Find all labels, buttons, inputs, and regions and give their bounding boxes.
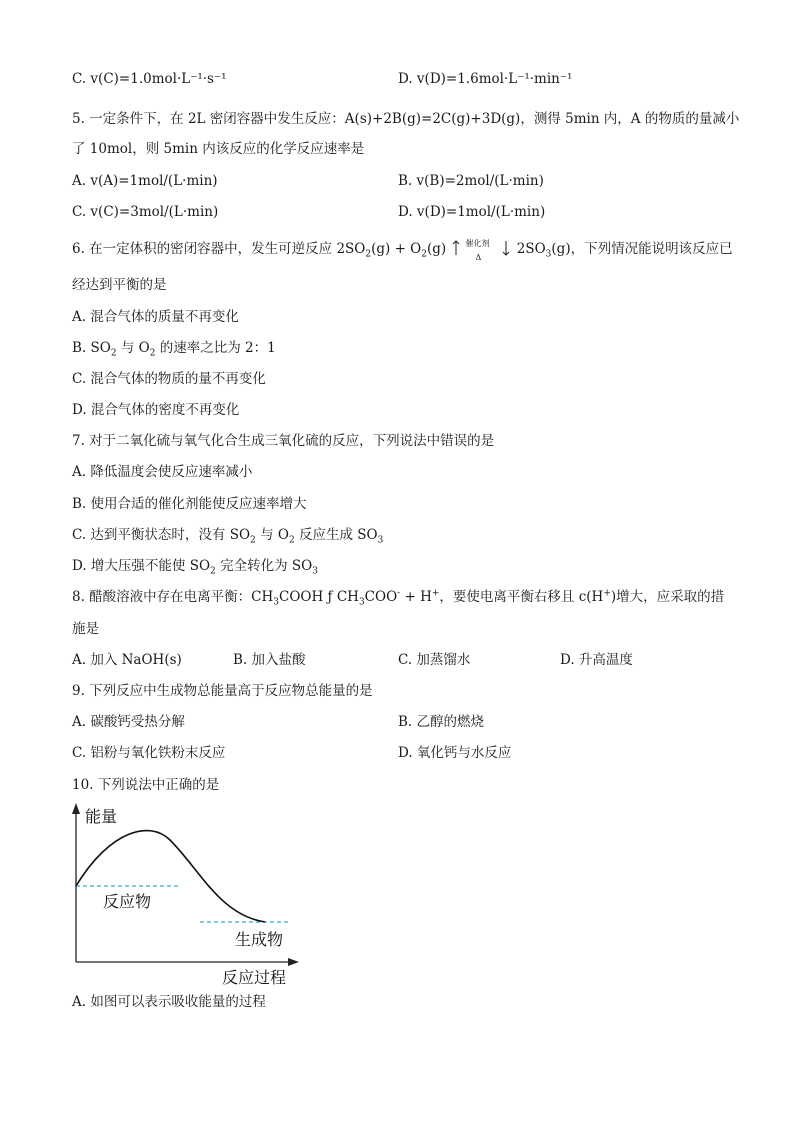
- q6-option-d: D. 混合气体的密度不再变化: [72, 402, 240, 418]
- q10-stem: 10. 下列说法中正确的是: [72, 777, 220, 793]
- q6-stem-part: (g) + O: [371, 241, 422, 257]
- q6-option-a: A. 混合气体的质量不再变化: [72, 309, 239, 325]
- y-axis-arrow-icon: [72, 803, 80, 814]
- q8-stem-part: 8. 醋酸溶液中存在电离平衡：CH: [72, 589, 274, 605]
- superscript: +: [603, 588, 611, 599]
- q5-stem-line1: 5. 一定条件下，在 2L 密闭容器中发生反应：A(s)+2B(g)=2C(g)+3D(g)，测得 5min 内，A 的物质的量减小: [72, 111, 740, 127]
- q7-d-part: 完全转化为 SO: [215, 558, 313, 574]
- q6-option-c: C. 混合气体的物质的量不再变化: [72, 371, 266, 387]
- subscript: 3: [273, 597, 280, 608]
- q10-option-a: A. 如图可以表示吸收能量的过程: [72, 994, 266, 1010]
- subscript: 3: [312, 566, 318, 577]
- q7-option-a: A. 降低温度会使反应速率减小: [72, 464, 253, 480]
- q6-option-b: [72, 339, 276, 357]
- q8-stem-part: + H: [400, 589, 432, 605]
- subscript: 2: [288, 535, 295, 546]
- q6-stem-part: 6. 在一定体积的密闭容器中，发生可逆反应 2SO: [72, 241, 366, 257]
- subscript: 2: [365, 249, 372, 260]
- q5-option-d: D. v(D)=1mol/(L·min): [398, 204, 546, 220]
- q5-option-a: A. v(A)=1mol/(L·min): [72, 173, 218, 189]
- q6-b-part: B. SO: [72, 340, 111, 356]
- q8-stem-part: COOH ƒ CH: [279, 589, 359, 605]
- superscript: +: [431, 588, 440, 599]
- subscript: 2: [421, 249, 427, 260]
- q9-option-d: D. 氧化钙与水反应: [398, 745, 512, 761]
- q6-b-part: 的速率之比为 2：1: [155, 340, 276, 356]
- product-label: 生成物: [235, 930, 284, 949]
- q5-option-c: C. v(C)=3mol/(L·min): [72, 204, 219, 220]
- reactant-label: 反应物: [103, 892, 152, 911]
- q7-d-part: D. 增大压强不能使 SO: [72, 558, 211, 574]
- prev-option-d: D. v(D)=1.6mol·L⁻¹·min⁻¹: [398, 71, 573, 87]
- subscript: 2: [149, 348, 156, 359]
- subscript: 3: [377, 535, 384, 546]
- prev-option-c: C. v(C)=1.0mol·L⁻¹·s⁻¹: [72, 71, 227, 87]
- subscript: 2: [110, 348, 117, 359]
- q8-option-d: D. 升高温度: [560, 652, 633, 668]
- q7-c-part: 反应生成 SO: [294, 527, 378, 543]
- y-axis-label: 能量: [85, 807, 118, 826]
- q5-option-b: B. v(B)=2mol/(L·min): [398, 173, 544, 189]
- q7-option-c: [72, 526, 383, 544]
- x-axis-arrow-icon: [288, 958, 299, 966]
- q8-stem-part: ，要使电离平衡右移且 c(H: [439, 589, 604, 605]
- q9-option-a: A. 碳酸钙受热分解: [72, 714, 185, 730]
- q5-stem-line2: 了 10mol，则 5min 内该反应的化学反应速率是: [72, 141, 365, 157]
- q7-c-part: C. 达到平衡状态时，没有 SO: [72, 527, 251, 543]
- q8-option-c: C. 加蒸馏水: [398, 652, 471, 668]
- energy-profile-diagram: [60, 800, 300, 990]
- q6-stem-part: 2SO: [516, 241, 546, 257]
- q8-stem-line2: 施是: [72, 621, 99, 637]
- q8-option-a: A. 加入 NaOH(s): [72, 652, 182, 668]
- q7-stem: 7. 对于二氧化硫与氧气化合生成三氧化硫的反应，下列说法中错误的是: [72, 433, 495, 449]
- subscript: 3: [545, 249, 552, 260]
- q7-c-part: 与 O: [255, 527, 289, 543]
- q6-stem-part: (g)，下列情况能说明该反应已: [551, 241, 733, 257]
- q6-stem-line2: 经达到平衡的是: [72, 277, 167, 293]
- q6-heat-label: Δ: [475, 252, 482, 262]
- q6-b-part: 与 O: [116, 340, 150, 356]
- q8-stem-part: COO: [364, 589, 398, 605]
- subscript: 2: [250, 535, 256, 546]
- q9-option-c: C. 铝粉与氧化铁粉末反应: [72, 745, 226, 761]
- q9-option-b: B. 乙醇的燃烧: [398, 714, 485, 730]
- subscript: 3: [358, 597, 365, 608]
- equilibrium-arrow-icon: [450, 238, 512, 262]
- q8-stem-part: )增大，应采取的措: [610, 589, 725, 605]
- x-axis-label: 反应过程: [222, 968, 287, 987]
- q6-stem-part: (g): [426, 241, 447, 257]
- q8-stem-line1: [72, 588, 724, 606]
- q9-stem: 9. 下列反应中生成物总能量高于反应物总能量的是: [72, 683, 373, 699]
- q7-option-b: B. 使用合适的催化剂能使反应速率增大: [72, 496, 307, 512]
- q8-option-b: B. 加入盐酸: [233, 652, 306, 668]
- subscript: 2: [210, 566, 216, 577]
- q6-catalyst-label: 催化剂: [465, 238, 490, 248]
- superscript: -: [397, 588, 401, 599]
- q7-option-d: [72, 557, 318, 575]
- q6-stem-line1: [72, 238, 733, 262]
